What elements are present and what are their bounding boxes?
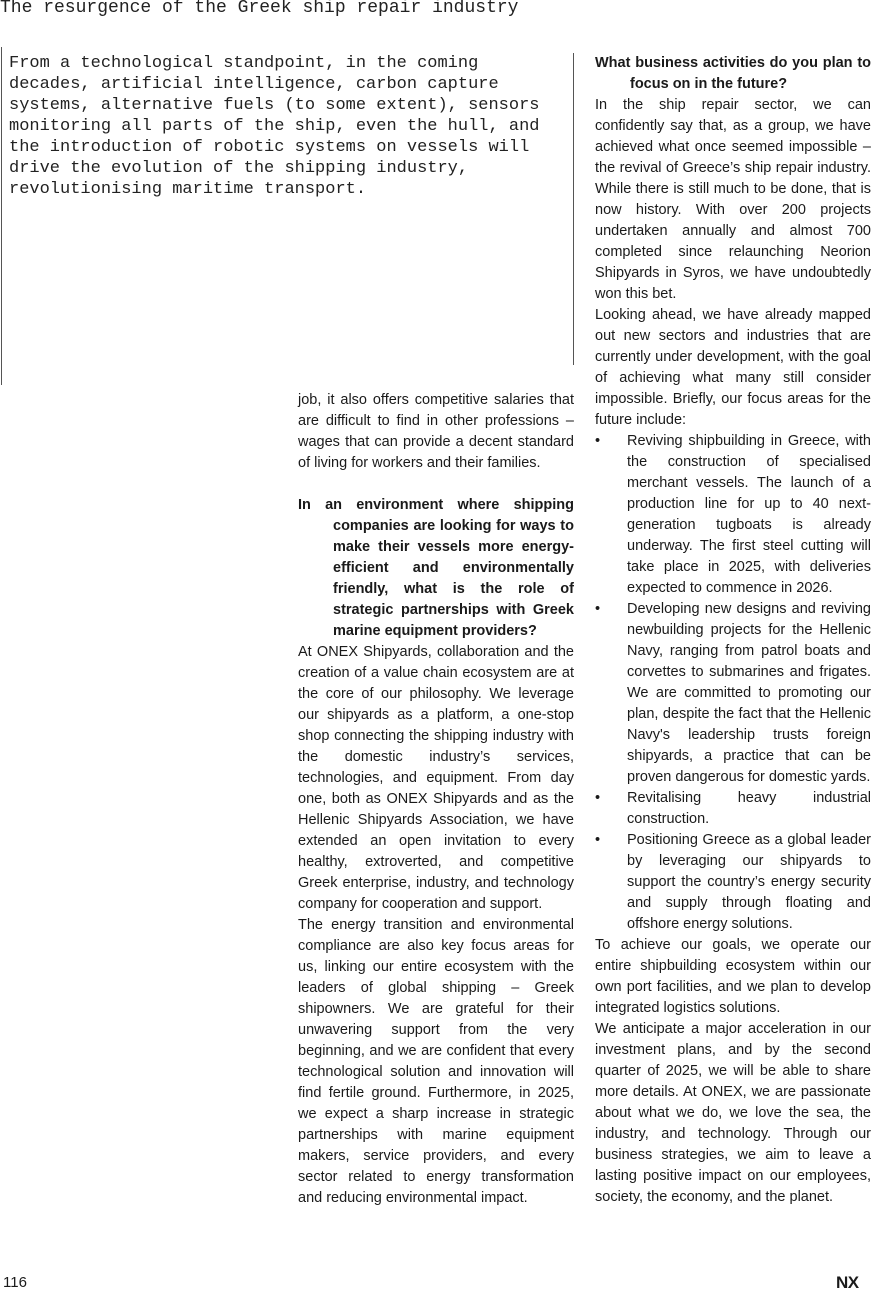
pull-quote: From a technological standpoint, in the coming decades, artificial intelligence, carbon capture systems, alternative fuels (to some extent), sensors monitoring all parts of the ship, even the hull, and the introduction of robotic systems on vessels will drive the evolution of the shipping industry, revolutionising maritime transport. bbox=[9, 54, 540, 199]
list-item-text: Reviving shipbuilding in Greece, with the construction of specialised merchant vessels. The launch of a production line for up to 40 next-generation tugboats is already underway. The first steel cutting will take place in 2025, with deliveries expected to commence in 2026. bbox=[627, 433, 871, 596]
list-item-text: Developing new designs and reviving newbuilding projects for the Hellenic Navy, ranging from patrol boats and corvettes to submarines and frigates. We are committed to promoting our plan, despite the fact that the Hellenic Navy's leadership trusts foreign shipyards, a practice that can be proven dangerous for domestic yards. bbox=[627, 601, 871, 785]
answer-paragraph: To achieve our goals, we operate our entire shipbuilding ecosystem within our own port facilities, and we plan to develop integrated logistics solutions. bbox=[595, 937, 871, 1016]
answer-paragraph: The energy transition and environmental compliance are also key focus areas for us, linking our entire ecosystem with the leaders of global shipping – Greek shipowners. We are grateful for their unwavering support from the very beginning, and we are confident that every technological solution and innovation will find fertile ground. Furthermore, in 2025, we expect a sharp increase in strategic partnerships with marine equipment makers, service providers, and every sector related to energy transformation and reducing environmental impact. bbox=[298, 917, 574, 1206]
bullet: • bbox=[595, 433, 601, 449]
answer-paragraph: In the ship repair sector, we can confidently say that, as a group, we have achieved what once seemed impossible – the revival of Greece’s ship repair industry. While there is still much to be done, that is now history. With over 200 projects undertaken annually and almost 700 completed since relaunching Neorion Shipyards in Syros, we have undoubtedly won this bet. bbox=[595, 97, 871, 302]
answer-paragraph: Looking ahead, we have already mapped out new sectors and industries that are currently under development, with the goal of achieving what many still consider impossible. Briefly, our focus areas for the future include: bbox=[595, 307, 871, 428]
list-item bbox=[595, 431, 871, 599]
answer-paragraph: At ONEX Shipyards, collaboration and the creation of a value chain ecosystem are at the core of our philosophy. We leverage our shipyards as a platform, a one-stop shop connecting the shipping industry with the domestic industry’s services, technologies, and equipment. From day one, both as ONEX Shipyards and as the Hellenic Shipyards Association, we have extended an open invitation to every healthy, extroverted, and competitive Greek enterprise, industry, and technology company for cooperation and support. bbox=[298, 644, 574, 912]
list-item-text: Positioning Greece as a global leader by leveraging our shipyards to support the country’s energy security and supply through floating and offshore energy solutions. bbox=[627, 832, 871, 932]
page-number: 116 bbox=[3, 1274, 27, 1291]
bullet: • bbox=[595, 601, 601, 617]
interview-question: In an environment where shipping companies are looking for ways to make their vessels more energy-efficient and environmentally friendly, what is the role of strategic partnerships with Greek marine equipment providers? bbox=[298, 497, 574, 639]
pull-quote-rule bbox=[1, 47, 2, 385]
list-item bbox=[595, 599, 871, 788]
bullet: • bbox=[595, 832, 601, 848]
brand-logo: NX bbox=[836, 1273, 859, 1292]
continued-paragraph: job, it also offers competitive salaries that are difficult to find in other professions – wages that can provide a decent standard of living for workers and their families. bbox=[298, 392, 574, 471]
interview-question: What business activities do you plan to focus on in the future? bbox=[595, 55, 871, 92]
column-divider bbox=[573, 53, 574, 365]
answer-paragraph: We anticipate a major acceleration in our investment plans, and by the second quarter of 2025, we will be able to share more details. At ONEX, we are passionate about what we do, we love the sea, the industry, and technology. Through our business strategies, we aim to leave a lasting positive impact on our employees, society, the economy, and the planet. bbox=[595, 1021, 871, 1205]
focus-areas-list bbox=[595, 431, 871, 935]
right-column bbox=[595, 53, 871, 1208]
list-item-text: Revitalising heavy industrial construction. bbox=[627, 790, 871, 827]
running-title: The resurgence of the Greek ship repair industry bbox=[0, 0, 519, 18]
middle-column bbox=[298, 390, 574, 1209]
list-item bbox=[595, 788, 871, 830]
bullet: • bbox=[595, 790, 601, 806]
list-item bbox=[595, 830, 871, 935]
